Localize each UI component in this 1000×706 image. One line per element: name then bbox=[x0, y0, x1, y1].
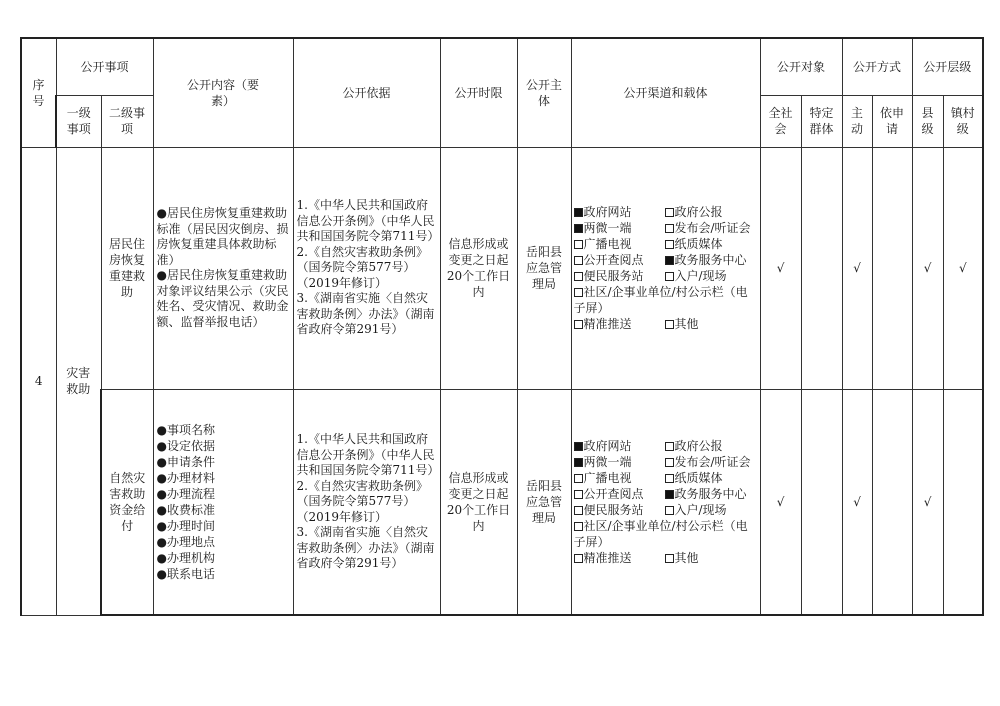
row-channel bbox=[571, 389, 760, 615]
row-subject: 岳阳县应急管理局 bbox=[517, 147, 571, 389]
row-method-apply bbox=[872, 389, 912, 615]
header-time-limit: 公开时限 bbox=[440, 38, 517, 147]
unchecked-box-icon bbox=[574, 256, 583, 265]
unchecked-box-icon bbox=[574, 506, 583, 515]
channel-precise: 精准推送 bbox=[574, 316, 665, 332]
unchecked-box-icon bbox=[574, 474, 583, 483]
channel-visit: 入户/现场 bbox=[665, 502, 760, 518]
row-level1: 灾害救助 bbox=[56, 147, 101, 615]
channel-service-center: 政务服务中心 bbox=[665, 486, 760, 502]
header-method-active: 主动 bbox=[842, 95, 872, 147]
unchecked-box-icon bbox=[574, 554, 583, 563]
unchecked-box-icon bbox=[665, 442, 674, 451]
header-basis: 公开依据 bbox=[293, 38, 440, 147]
unchecked-box-icon bbox=[574, 522, 583, 531]
channel-two-micro: 两微一端 bbox=[574, 454, 665, 470]
header-channel: 公开渠道和载体 bbox=[571, 38, 760, 147]
row-basis bbox=[293, 389, 440, 615]
unchecked-box-icon bbox=[665, 554, 674, 563]
basis-item: 1.《中华人民共和国政府信息公开条例》（中华人民共和国国务院令第711号） bbox=[296, 198, 440, 244]
channel-tv: 广播电视 bbox=[574, 236, 665, 252]
header-tier: 公开层级 bbox=[912, 38, 983, 95]
unchecked-box-icon bbox=[574, 272, 583, 281]
header-matter: 公开事项 bbox=[56, 38, 153, 95]
content-item: ●办理机构 bbox=[156, 550, 215, 565]
channel-gov-gazette: 政府公报 bbox=[665, 438, 760, 454]
row-method-active: √ bbox=[842, 389, 872, 615]
unchecked-box-icon bbox=[665, 272, 674, 281]
row-target-all: √ bbox=[760, 147, 801, 389]
row-target-group bbox=[801, 147, 842, 389]
channel-gov-site: 政府网站 bbox=[574, 438, 665, 454]
header-level1: 一级事项 bbox=[56, 95, 101, 147]
channel-gov-site: 政府网站 bbox=[574, 204, 665, 220]
unchecked-box-icon bbox=[574, 490, 583, 499]
channel-press: 发布会/听证会 bbox=[665, 454, 760, 470]
channel-precise: 精准推送 bbox=[574, 550, 665, 566]
row-tier-county: √ bbox=[912, 389, 943, 615]
header-subject: 公开主体 bbox=[517, 38, 571, 147]
channel-service-center: 政务服务中心 bbox=[665, 252, 760, 268]
channel-paper: 纸质媒体 bbox=[665, 236, 760, 252]
unchecked-box-icon bbox=[665, 320, 674, 329]
basis-item: 3.《湖南省实施〈自然灾害救助条例〉办法》（湖南省政府令第291号） bbox=[296, 525, 435, 570]
content-item: ●申请条件 bbox=[156, 454, 215, 469]
row-seq: 4 bbox=[21, 147, 56, 615]
channel-press: 发布会/听证会 bbox=[665, 220, 760, 236]
header-tier-county: 县级 bbox=[912, 95, 943, 147]
channel-convenience: 便民服务站 bbox=[574, 502, 665, 518]
channel-convenience: 便民服务站 bbox=[574, 268, 665, 284]
row-basis bbox=[293, 147, 440, 389]
row-tier-town bbox=[943, 389, 983, 615]
content-item: ●居民住房恢复重建救助对象评议结果公示（灾民姓名、受灾情况、救助金额、监督举报电话） bbox=[156, 268, 289, 329]
content-item: ●办理材料 bbox=[156, 470, 215, 485]
basis-item: 2.《自然灾害救助条例》（国务院令第577号）（2019年修订） bbox=[296, 244, 428, 290]
row-level2: 自然灾害救助资金给付 bbox=[101, 389, 153, 615]
checked-box-icon bbox=[665, 256, 674, 265]
unchecked-box-icon bbox=[665, 224, 674, 233]
table-row bbox=[21, 147, 983, 389]
channel-other: 其他 bbox=[665, 550, 760, 566]
basis-item: 1.《中华人民共和国政府信息公开条例》（中华人民共和国国务院令第711号） bbox=[296, 432, 440, 477]
channel-community: 社区/企事业单位/村公示栏（电子屏） bbox=[573, 518, 748, 549]
content-item: ●居民住房恢复重建救助标准（居民因灾倒房、损房恢复重建具体救助标准） bbox=[156, 206, 289, 267]
content-item: ●收费标准 bbox=[156, 502, 215, 517]
channel-gov-gazette: 政府公报 bbox=[665, 204, 760, 220]
header-target-group: 特定群体 bbox=[801, 95, 842, 147]
content-item: ●办理流程 bbox=[156, 486, 215, 501]
content-item: ●办理地点 bbox=[156, 534, 215, 549]
unchecked-box-icon bbox=[665, 208, 674, 217]
header-level2: 二级事项 bbox=[101, 95, 153, 147]
header-content: 公开内容（要素） bbox=[153, 38, 293, 147]
table-row bbox=[21, 389, 983, 615]
row-tier-county: √ bbox=[912, 147, 943, 389]
channel-tv: 广播电视 bbox=[574, 470, 665, 486]
row-time-limit: 信息形成或变更之日起20个工作日内 bbox=[440, 147, 517, 389]
checked-box-icon bbox=[574, 208, 583, 217]
channel-visit: 入户/现场 bbox=[665, 268, 760, 284]
row-level2: 居民住房恢复重建救助 bbox=[101, 147, 153, 389]
row-content bbox=[153, 147, 293, 389]
checked-box-icon bbox=[574, 224, 583, 233]
unchecked-box-icon bbox=[574, 320, 583, 329]
row-method-apply bbox=[872, 147, 912, 389]
header-tier-town: 镇村级 bbox=[943, 95, 983, 147]
basis-item: 2.《自然灾害救助条例》（国务院令第577号）（2019年修订） bbox=[296, 478, 428, 524]
header-method: 公开方式 bbox=[842, 38, 912, 95]
channel-community: 社区/企事业单位/村公示栏（电子屏） bbox=[573, 285, 748, 315]
row-target-group bbox=[801, 389, 842, 615]
checked-box-icon bbox=[574, 458, 583, 467]
content-item: ●设定依据 bbox=[156, 438, 215, 453]
unchecked-box-icon bbox=[665, 506, 674, 515]
basis-item: 3.《湖南省实施〈自然灾害救助条例〉办法》（湖南省政府令第291号） bbox=[296, 291, 435, 337]
channel-paper: 纸质媒体 bbox=[665, 470, 760, 486]
checked-box-icon bbox=[665, 490, 674, 499]
channel-reading: 公开查阅点 bbox=[574, 486, 665, 502]
disclosure-table bbox=[20, 37, 984, 616]
row-content bbox=[153, 389, 293, 615]
row-tier-town: √ bbox=[943, 147, 983, 389]
content-item: ●事项名称 bbox=[156, 422, 215, 437]
row-method-active: √ bbox=[842, 147, 872, 389]
row-target-all: √ bbox=[760, 389, 801, 615]
header-target: 公开对象 bbox=[760, 38, 842, 95]
header-target-all: 全社会 bbox=[760, 95, 801, 147]
unchecked-box-icon bbox=[574, 288, 583, 297]
unchecked-box-icon bbox=[665, 474, 674, 483]
checked-box-icon bbox=[574, 442, 583, 451]
unchecked-box-icon bbox=[665, 240, 674, 249]
row-channel bbox=[571, 147, 760, 389]
row-time-limit: 信息形成或变更之日起20个工作日内 bbox=[440, 389, 517, 615]
channel-other: 其他 bbox=[665, 316, 760, 332]
unchecked-box-icon bbox=[574, 240, 583, 249]
channel-reading: 公开查阅点 bbox=[574, 252, 665, 268]
header-seq: 序号 bbox=[21, 38, 56, 147]
header-method-apply: 依申请 bbox=[872, 95, 912, 147]
row-subject: 岳阳县应急管理局 bbox=[517, 389, 571, 615]
unchecked-box-icon bbox=[665, 458, 674, 467]
content-item: ●办理时间 bbox=[156, 518, 215, 533]
content-item: ●联系电话 bbox=[156, 566, 215, 581]
channel-two-micro: 两微一端 bbox=[574, 220, 665, 236]
